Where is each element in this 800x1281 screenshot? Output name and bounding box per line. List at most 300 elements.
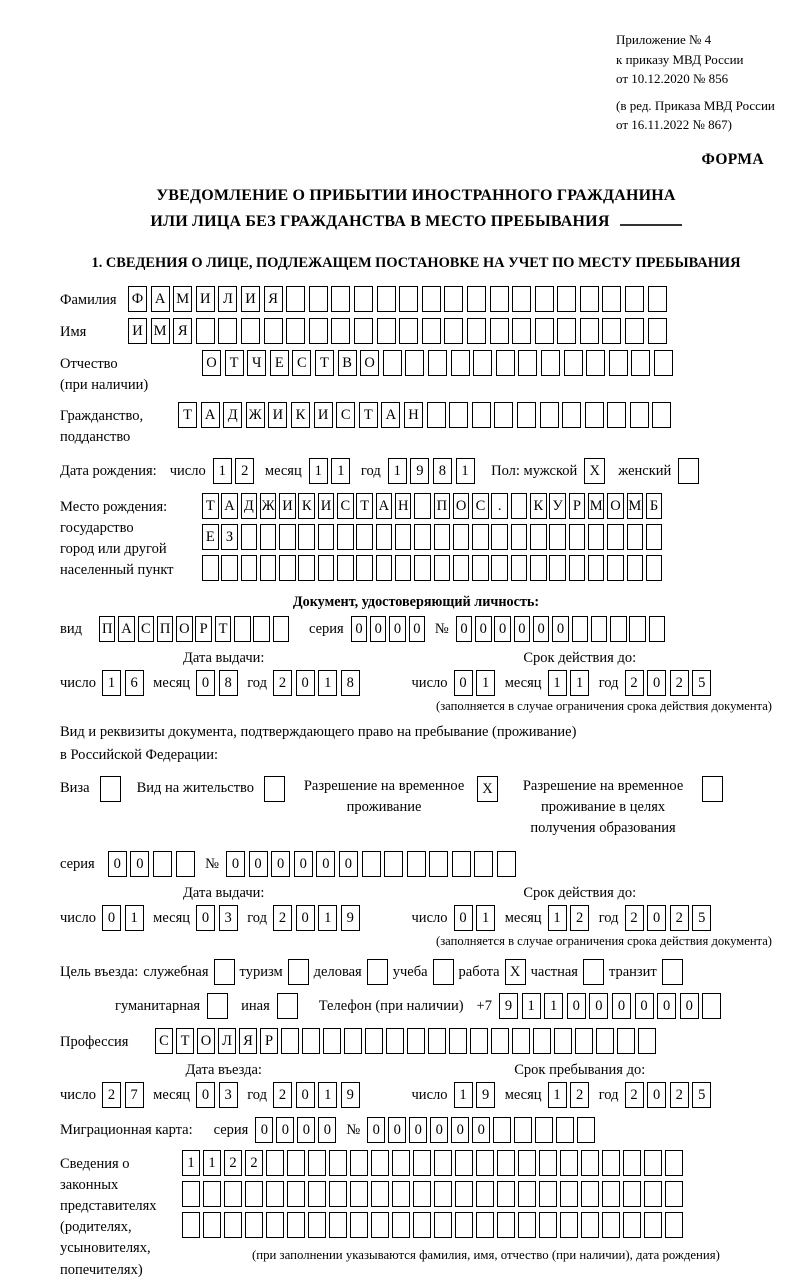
char-box[interactable]: 0 — [567, 993, 586, 1019]
char-box[interactable]: 0 — [370, 616, 387, 642]
char-box[interactable] — [490, 286, 509, 312]
char-box[interactable] — [449, 402, 468, 428]
char-box[interactable]: А — [381, 402, 400, 428]
char-box[interactable] — [407, 851, 426, 877]
char-box[interactable] — [472, 555, 489, 581]
char-box[interactable] — [182, 1181, 200, 1207]
char-box[interactable] — [279, 555, 296, 581]
char-box[interactable]: 0 — [657, 993, 676, 1019]
char-box[interactable]: Т — [356, 493, 373, 519]
char-box[interactable]: 0 — [196, 1082, 215, 1108]
char-box[interactable] — [428, 350, 447, 376]
char-box[interactable] — [444, 318, 463, 344]
char-box[interactable] — [665, 1181, 683, 1207]
char-box[interactable]: 1 — [102, 670, 121, 696]
char-box[interactable] — [557, 318, 576, 344]
char-box[interactable]: 0 — [226, 851, 245, 877]
char-box[interactable] — [455, 1212, 473, 1238]
char-box[interactable]: Д — [241, 493, 258, 519]
char-box[interactable] — [245, 1181, 263, 1207]
char-box[interactable] — [491, 555, 508, 581]
sex-male-checkbox[interactable]: X — [584, 458, 605, 484]
char-box[interactable] — [383, 350, 402, 376]
char-box[interactable]: О — [202, 350, 221, 376]
char-box[interactable]: 3 — [219, 1082, 238, 1108]
char-box[interactable]: М — [627, 493, 644, 519]
char-box[interactable] — [266, 1150, 284, 1176]
char-box[interactable] — [405, 350, 424, 376]
char-box[interactable]: С — [337, 493, 354, 519]
char-box[interactable] — [512, 286, 531, 312]
char-box[interactable]: 1 — [203, 1150, 221, 1176]
char-box[interactable]: 0 — [255, 1117, 273, 1143]
char-box[interactable]: 0 — [367, 1117, 385, 1143]
char-box[interactable] — [533, 1028, 551, 1054]
char-box[interactable]: 0 — [351, 616, 368, 642]
char-box[interactable]: 0 — [647, 1082, 666, 1108]
char-box[interactable] — [395, 555, 412, 581]
char-box[interactable] — [610, 616, 627, 642]
char-box[interactable] — [449, 1028, 467, 1054]
char-box[interactable] — [309, 318, 328, 344]
char-box[interactable]: А — [118, 616, 135, 642]
char-box[interactable] — [434, 1150, 452, 1176]
char-box[interactable] — [665, 1212, 683, 1238]
char-box[interactable]: Н — [404, 402, 423, 428]
char-box[interactable] — [203, 1212, 221, 1238]
char-box[interactable] — [176, 851, 195, 877]
char-box[interactable] — [395, 524, 412, 550]
char-box[interactable] — [234, 616, 251, 642]
char-box[interactable]: Р — [569, 493, 586, 519]
char-box[interactable]: Я — [239, 1028, 257, 1054]
char-box[interactable]: 0 — [339, 851, 358, 877]
char-box[interactable] — [476, 1150, 494, 1176]
char-box[interactable] — [602, 1181, 620, 1207]
char-box[interactable]: С — [155, 1028, 173, 1054]
char-box[interactable]: . — [491, 493, 508, 519]
char-box[interactable]: 0 — [249, 851, 268, 877]
char-box[interactable]: 0 — [296, 1082, 315, 1108]
char-box[interactable]: 0 — [196, 670, 215, 696]
char-box[interactable]: 0 — [514, 616, 531, 642]
char-box[interactable] — [539, 1150, 557, 1176]
char-box[interactable] — [308, 1150, 326, 1176]
char-box[interactable]: 1 — [309, 458, 328, 484]
char-box[interactable]: О — [176, 616, 193, 642]
char-box[interactable] — [511, 493, 528, 519]
char-box[interactable]: 1 — [522, 993, 541, 1019]
char-box[interactable]: Ч — [247, 350, 266, 376]
char-box[interactable] — [652, 402, 671, 428]
char-box[interactable]: 5 — [692, 670, 711, 696]
char-box[interactable] — [329, 1150, 347, 1176]
char-box[interactable]: 0 — [589, 993, 608, 1019]
char-box[interactable] — [644, 1181, 662, 1207]
char-box[interactable]: 8 — [433, 458, 452, 484]
char-box[interactable]: Ф — [128, 286, 147, 312]
char-box[interactable]: И — [268, 402, 287, 428]
char-box[interactable]: 1 — [318, 905, 337, 931]
char-box[interactable]: Т — [315, 350, 334, 376]
char-box[interactable] — [646, 524, 663, 550]
char-box[interactable]: 1 — [548, 905, 567, 931]
char-box[interactable]: 0 — [533, 616, 550, 642]
char-box[interactable]: 9 — [341, 1082, 360, 1108]
char-box[interactable]: М — [151, 318, 170, 344]
char-box[interactable] — [518, 350, 537, 376]
char-box[interactable] — [549, 555, 566, 581]
char-box[interactable]: К — [298, 493, 315, 519]
char-box[interactable] — [517, 402, 536, 428]
char-box[interactable] — [392, 1212, 410, 1238]
char-box[interactable]: 1 — [182, 1150, 200, 1176]
char-box[interactable] — [560, 1212, 578, 1238]
char-box[interactable]: И — [128, 318, 147, 344]
char-box[interactable]: 2 — [245, 1150, 263, 1176]
char-box[interactable] — [575, 1028, 593, 1054]
char-box[interactable]: 2 — [273, 670, 292, 696]
char-box[interactable] — [434, 555, 451, 581]
char-box[interactable]: Б — [646, 493, 663, 519]
char-box[interactable] — [623, 1150, 641, 1176]
char-box[interactable]: 0 — [130, 851, 149, 877]
char-box[interactable] — [580, 286, 599, 312]
char-box[interactable] — [413, 1212, 431, 1238]
char-box[interactable]: 0 — [388, 1117, 406, 1143]
char-box[interactable]: 0 — [108, 851, 127, 877]
char-box[interactable]: И — [318, 493, 335, 519]
char-box[interactable] — [286, 318, 305, 344]
char-box[interactable]: Ж — [260, 493, 277, 519]
char-box[interactable] — [493, 1117, 511, 1143]
char-box[interactable]: 2 — [570, 905, 589, 931]
char-box[interactable] — [245, 1212, 263, 1238]
char-box[interactable] — [427, 402, 446, 428]
char-box[interactable]: 0 — [409, 1117, 427, 1143]
char-box[interactable]: 0 — [552, 616, 569, 642]
char-box[interactable] — [413, 1181, 431, 1207]
char-box[interactable] — [474, 851, 493, 877]
visa-checkbox[interactable] — [100, 776, 121, 802]
char-box[interactable]: К — [530, 493, 547, 519]
char-box[interactable]: 0 — [296, 670, 315, 696]
char-box[interactable]: 9 — [476, 1082, 495, 1108]
char-box[interactable] — [356, 555, 373, 581]
char-box[interactable]: 0 — [472, 1117, 490, 1143]
char-box[interactable] — [631, 350, 650, 376]
char-box[interactable] — [607, 402, 626, 428]
char-box[interactable]: 1 — [318, 670, 337, 696]
char-box[interactable] — [444, 286, 463, 312]
char-box[interactable] — [337, 555, 354, 581]
purpose-work-checkbox[interactable]: X — [505, 959, 526, 985]
char-box[interactable] — [518, 1150, 536, 1176]
char-box[interactable] — [350, 1181, 368, 1207]
char-box[interactable] — [535, 1117, 553, 1143]
char-box[interactable] — [392, 1181, 410, 1207]
sex-female-checkbox[interactable] — [678, 458, 699, 484]
purpose-tourism-checkbox[interactable] — [288, 959, 309, 985]
char-box[interactable] — [497, 1150, 515, 1176]
char-box[interactable] — [286, 286, 305, 312]
char-box[interactable]: О — [607, 493, 624, 519]
char-box[interactable] — [224, 1181, 242, 1207]
char-box[interactable] — [414, 524, 431, 550]
char-box[interactable] — [422, 318, 441, 344]
char-box[interactable] — [629, 616, 646, 642]
char-box[interactable] — [472, 524, 489, 550]
char-box[interactable] — [218, 318, 237, 344]
char-box[interactable]: В — [338, 350, 357, 376]
char-box[interactable] — [354, 318, 373, 344]
char-box[interactable] — [331, 286, 350, 312]
char-box[interactable]: Т — [215, 616, 232, 642]
char-box[interactable] — [496, 350, 515, 376]
char-box[interactable] — [241, 318, 260, 344]
char-box[interactable] — [560, 1181, 578, 1207]
char-box[interactable] — [377, 286, 396, 312]
char-box[interactable]: 2 — [224, 1150, 242, 1176]
char-box[interactable]: 1 — [388, 458, 407, 484]
char-box[interactable] — [329, 1212, 347, 1238]
char-box[interactable] — [399, 318, 418, 344]
char-box[interactable] — [429, 851, 448, 877]
char-box[interactable]: 0 — [680, 993, 699, 1019]
char-box[interactable] — [434, 524, 451, 550]
char-box[interactable] — [202, 555, 219, 581]
char-box[interactable] — [253, 616, 270, 642]
char-box[interactable]: 9 — [341, 905, 360, 931]
char-box[interactable]: Т — [359, 402, 378, 428]
char-box[interactable] — [350, 1150, 368, 1176]
char-box[interactable]: 0 — [271, 851, 290, 877]
char-box[interactable]: Р — [260, 1028, 278, 1054]
char-box[interactable]: 0 — [475, 616, 492, 642]
char-box[interactable]: 1 — [331, 458, 350, 484]
char-box[interactable] — [581, 1181, 599, 1207]
char-box[interactable] — [580, 318, 599, 344]
char-box[interactable]: 1 — [476, 905, 495, 931]
char-box[interactable] — [453, 555, 470, 581]
char-box[interactable]: Т — [178, 402, 197, 428]
char-box[interactable] — [260, 524, 277, 550]
char-box[interactable] — [377, 318, 396, 344]
char-box[interactable] — [434, 1181, 452, 1207]
char-box[interactable] — [549, 524, 566, 550]
char-box[interactable] — [281, 1028, 299, 1054]
char-box[interactable] — [453, 524, 470, 550]
char-box[interactable] — [607, 524, 624, 550]
char-box[interactable] — [554, 1028, 572, 1054]
char-box[interactable] — [476, 1181, 494, 1207]
char-box[interactable] — [476, 1212, 494, 1238]
char-box[interactable] — [497, 851, 516, 877]
char-box[interactable]: 9 — [499, 993, 518, 1019]
char-box[interactable] — [428, 1028, 446, 1054]
char-box[interactable]: М — [588, 493, 605, 519]
char-box[interactable] — [491, 1028, 509, 1054]
char-box[interactable]: К — [291, 402, 310, 428]
char-box[interactable]: 0 — [389, 616, 406, 642]
char-box[interactable]: Т — [176, 1028, 194, 1054]
char-box[interactable]: 0 — [296, 905, 315, 931]
char-box[interactable] — [602, 286, 621, 312]
char-box[interactable]: Е — [270, 350, 289, 376]
char-box[interactable] — [556, 1117, 574, 1143]
char-box[interactable] — [602, 1150, 620, 1176]
char-box[interactable] — [518, 1181, 536, 1207]
char-box[interactable] — [602, 318, 621, 344]
char-box[interactable] — [414, 555, 431, 581]
char-box[interactable] — [494, 402, 513, 428]
char-box[interactable] — [260, 555, 277, 581]
char-box[interactable] — [617, 1028, 635, 1054]
char-box[interactable] — [472, 402, 491, 428]
char-box[interactable] — [562, 402, 581, 428]
char-box[interactable]: 0 — [454, 670, 473, 696]
char-box[interactable] — [630, 402, 649, 428]
char-box[interactable] — [557, 286, 576, 312]
char-box[interactable] — [376, 555, 393, 581]
char-box[interactable]: 0 — [102, 905, 121, 931]
char-box[interactable]: 1 — [454, 1082, 473, 1108]
char-box[interactable] — [266, 1212, 284, 1238]
char-box[interactable]: 8 — [219, 670, 238, 696]
char-box[interactable] — [588, 524, 605, 550]
char-box[interactable]: 0 — [430, 1117, 448, 1143]
char-box[interactable]: 0 — [612, 993, 631, 1019]
char-box[interactable] — [607, 555, 624, 581]
char-box[interactable]: О — [453, 493, 470, 519]
char-box[interactable]: З — [221, 524, 238, 550]
char-box[interactable]: 0 — [494, 616, 511, 642]
char-box[interactable]: 2 — [625, 905, 644, 931]
char-box[interactable] — [182, 1212, 200, 1238]
char-box[interactable]: Я — [173, 318, 192, 344]
char-box[interactable] — [569, 555, 586, 581]
char-box[interactable] — [638, 1028, 656, 1054]
char-box[interactable] — [407, 1028, 425, 1054]
char-box[interactable] — [221, 555, 238, 581]
char-box[interactable]: И — [196, 286, 215, 312]
char-box[interactable] — [308, 1212, 326, 1238]
char-box[interactable]: 2 — [670, 1082, 689, 1108]
char-box[interactable]: 0 — [297, 1117, 315, 1143]
char-box[interactable]: И — [279, 493, 296, 519]
char-box[interactable] — [356, 524, 373, 550]
char-box[interactable]: П — [157, 616, 174, 642]
char-box[interactable] — [564, 350, 583, 376]
char-box[interactable]: 2 — [625, 670, 644, 696]
char-box[interactable] — [596, 1028, 614, 1054]
char-box[interactable] — [649, 616, 666, 642]
char-box[interactable] — [535, 286, 554, 312]
char-box[interactable] — [365, 1028, 383, 1054]
purpose-humanitarian-checkbox[interactable] — [207, 993, 228, 1019]
char-box[interactable] — [354, 286, 373, 312]
char-box[interactable] — [287, 1181, 305, 1207]
char-box[interactable]: С — [336, 402, 355, 428]
char-box[interactable]: Е — [202, 524, 219, 550]
char-box[interactable] — [467, 286, 486, 312]
char-box[interactable] — [298, 524, 315, 550]
char-box[interactable]: М — [173, 286, 192, 312]
char-box[interactable] — [623, 1212, 641, 1238]
char-box[interactable] — [602, 1212, 620, 1238]
char-box[interactable] — [337, 524, 354, 550]
char-box[interactable] — [331, 318, 350, 344]
char-box[interactable] — [344, 1028, 362, 1054]
char-box[interactable] — [539, 1181, 557, 1207]
char-box[interactable] — [627, 555, 644, 581]
char-box[interactable]: 3 — [219, 905, 238, 931]
char-box[interactable]: 1 — [318, 1082, 337, 1108]
char-box[interactable] — [386, 1028, 404, 1054]
char-box[interactable]: 9 — [410, 458, 429, 484]
char-box[interactable] — [467, 318, 486, 344]
char-box[interactable] — [497, 1212, 515, 1238]
char-box[interactable]: 6 — [125, 670, 144, 696]
char-box[interactable]: С — [472, 493, 489, 519]
char-box[interactable]: Л — [218, 1028, 236, 1054]
char-box[interactable] — [279, 524, 296, 550]
char-box[interactable]: Я — [264, 286, 283, 312]
temp-permit-checkbox[interactable]: X — [477, 776, 498, 802]
char-box[interactable] — [541, 350, 560, 376]
char-box[interactable] — [648, 318, 667, 344]
char-box[interactable] — [455, 1181, 473, 1207]
char-box[interactable]: 0 — [316, 851, 335, 877]
char-box[interactable] — [362, 851, 381, 877]
char-box[interactable]: А — [221, 493, 238, 519]
char-box[interactable]: 1 — [548, 1082, 567, 1108]
char-box[interactable] — [648, 286, 667, 312]
purpose-business-checkbox[interactable] — [367, 959, 388, 985]
char-box[interactable]: 5 — [692, 1082, 711, 1108]
char-box[interactable] — [371, 1181, 389, 1207]
char-box[interactable] — [350, 1212, 368, 1238]
char-box[interactable] — [591, 616, 608, 642]
char-box[interactable]: 1 — [544, 993, 563, 1019]
char-box[interactable] — [560, 1150, 578, 1176]
edu-permit-checkbox[interactable] — [702, 776, 723, 802]
char-box[interactable] — [569, 524, 586, 550]
char-box[interactable]: Р — [195, 616, 212, 642]
char-box[interactable]: Т — [202, 493, 219, 519]
char-box[interactable]: А — [151, 286, 170, 312]
char-box[interactable] — [644, 1150, 662, 1176]
char-box[interactable]: 2 — [273, 905, 292, 931]
char-box[interactable]: Л — [218, 286, 237, 312]
char-box[interactable]: 2 — [570, 1082, 589, 1108]
char-box[interactable] — [530, 555, 547, 581]
char-box[interactable] — [540, 402, 559, 428]
char-box[interactable] — [625, 318, 644, 344]
char-box[interactable] — [452, 851, 471, 877]
char-box[interactable] — [490, 318, 509, 344]
char-box[interactable] — [491, 524, 508, 550]
char-box[interactable] — [224, 1212, 242, 1238]
char-box[interactable] — [625, 286, 644, 312]
char-box[interactable]: 7 — [125, 1082, 144, 1108]
char-box[interactable] — [665, 1150, 683, 1176]
char-box[interactable] — [577, 1117, 595, 1143]
char-box[interactable]: 2 — [670, 905, 689, 931]
char-box[interactable] — [702, 993, 721, 1019]
purpose-other-checkbox[interactable] — [277, 993, 298, 1019]
char-box[interactable] — [511, 555, 528, 581]
